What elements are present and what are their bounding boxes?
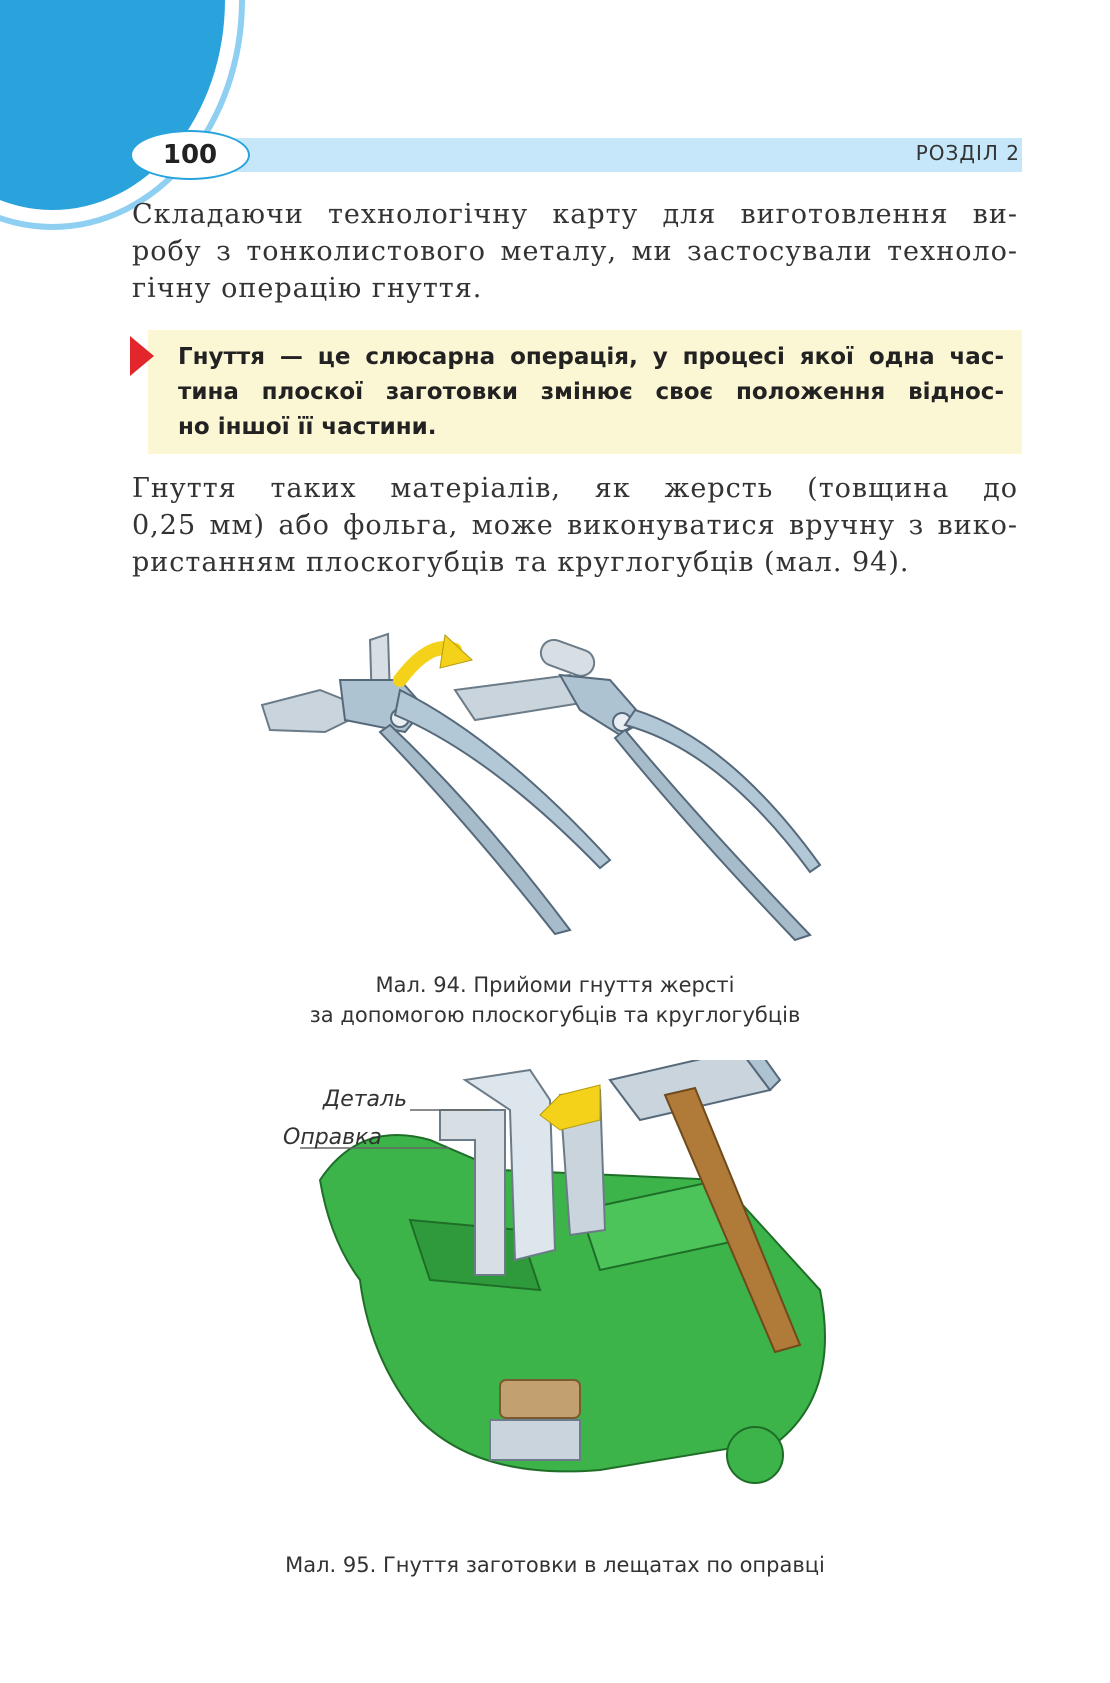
header-band <box>190 138 1022 172</box>
round-nose-pliers-icon <box>455 636 820 940</box>
paragraph-line: Складаючи технологічну карту для виготовлення ви- <box>132 199 1018 230</box>
paragraph-line: 0,25 мм) або фольга, може виконуватися вручну з вико- <box>132 510 1018 541</box>
paragraph-line: ристанням плоскогубців та круглогубців (мал. 94). <box>132 547 910 578</box>
definition-line: тина плоскої заготовки змінює своє положення віднос- <box>178 379 1004 405</box>
paragraph-intro <box>132 196 1018 307</box>
figure-94-pliers-illustration <box>250 620 910 950</box>
definition-marker-icon <box>130 336 154 376</box>
paragraph-line: гічну операцію гнуття. <box>132 273 483 304</box>
caption-line: Мал. 94. Прийоми гнуття жерсті <box>375 973 735 997</box>
paragraph-line: робу з тонколистового металу, ми застосували техноло- <box>132 236 1018 267</box>
caption-line: Мал. 95. Гнуття заготовки в лещатах по оправці <box>285 1553 825 1577</box>
label-part: Деталь <box>323 1087 408 1112</box>
section-label: РОЗДІЛ 2 <box>915 141 1020 165</box>
definition-line: Гнуття — це слюсарна операція, у процесі якої одна час- <box>178 344 1004 370</box>
page-number: 100 <box>130 130 250 180</box>
label-mandrel: Оправка <box>283 1125 382 1150</box>
paragraph-hand-bending <box>132 470 1018 581</box>
caption-line: за допомогою плоскогубців та круглогубців <box>309 1003 801 1027</box>
figure-95-caption <box>0 1550 1110 1580</box>
figure-95-vise-illustration <box>300 1060 860 1520</box>
definition-text <box>178 340 1004 445</box>
definition-line: но іншої її частини. <box>178 414 437 440</box>
figure-94-caption <box>0 970 1110 1030</box>
paragraph-line: Гнуття таких матеріалів, як жерсть (товщина до <box>132 473 1018 504</box>
